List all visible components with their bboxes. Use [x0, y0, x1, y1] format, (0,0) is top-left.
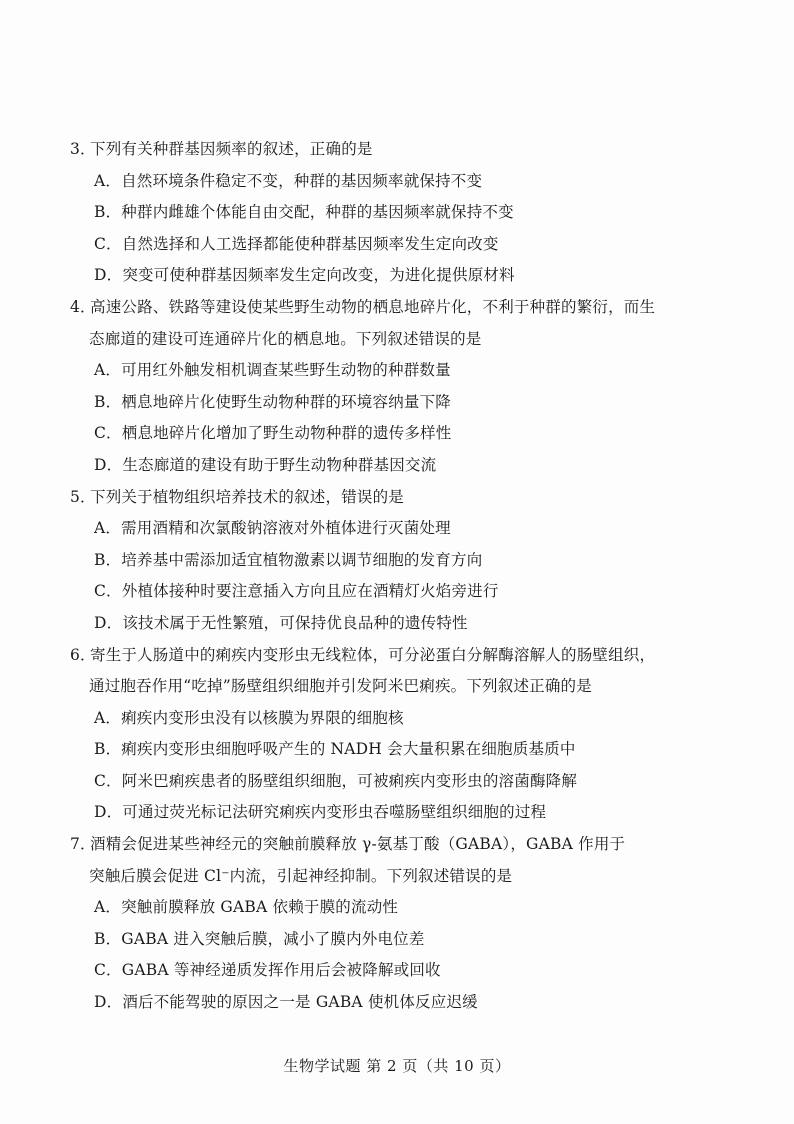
option-a: A．可用红外触发相机调查某些野生动物的种群数量 — [94, 361, 451, 380]
option-d: D．生态廊道的建设有助于野生动物种群基因交流 — [94, 455, 437, 474]
option-a: A．自然环境条件稳定不变，种群的基因频率就保持不变 — [94, 171, 483, 190]
option-b: B．栖息地碎片化使野生动物种群的环境容纳量下降 — [94, 392, 451, 411]
question-stem — [70, 292, 750, 324]
option-c: C．栖息地碎片化增加了野生动物种群的遗传多样性 — [94, 424, 452, 443]
option-d: D．该技术属于无性繁殖，可保持优良品种的遗传特性 — [94, 613, 468, 632]
question-stem — [70, 829, 750, 861]
option-d: D．突变可使种群基因频率发生定向改变，为进化提供原材料 — [94, 266, 515, 285]
option-d: D．可通过荧光标记法研究痢疾内变形虫吞噬肠壁组织细胞的过程 — [94, 803, 547, 822]
stem-text: 酒精会促进某些神经元的突触前膜释放 γ-氨基丁酸（GABA），GABA 作用于 — [90, 835, 626, 854]
stem-text: 下列有关种群基因频率的叙述，正确的是 — [90, 140, 373, 158]
option-b: B．培养基中需添加适宜植物激素以调节细胞的发育方向 — [94, 550, 483, 569]
question-list — [70, 134, 750, 1019]
option-d: D．酒后不能驾驶的原因之一是 GABA 使机体反应迟缓 — [94, 993, 478, 1012]
option-a: A．突触前膜释放 GABA 依赖于膜的流动性 — [94, 898, 399, 917]
stem-text-continued: 突触后膜会促进 Cl⁻内流，引起神经抑制。下列叙述错误的是 — [89, 866, 513, 885]
question-4 — [70, 292, 750, 482]
stem-text-continued: 态廊道的建设可连通碎片化的栖息地。下列叙述错误的是 — [89, 329, 482, 348]
option-c: C．自然选择和人工选择都能使种群基因频率发生定向改变 — [94, 234, 499, 253]
option-b: B．痢疾内变形虫细胞呼吸产生的 NADH 会大量积累在细胞质基质中 — [94, 740, 576, 759]
option-b: B．GABA 进入突触后膜，减小了膜内外电位差 — [94, 929, 425, 948]
question-number: 4． — [70, 297, 96, 316]
question-3 — [70, 134, 750, 292]
page-footer: 生物学试题 第 2 页（共 10 页） — [283, 1057, 511, 1075]
question-number: 6． — [70, 645, 96, 664]
stem-text: 下列关于植物组织培养技术的叙述，错误的是 — [90, 487, 405, 506]
question-7 — [70, 829, 750, 1019]
question-stem — [70, 134, 750, 166]
option-c: C．外植体接种时要注意插入方向且应在酒精灯火焰旁进行 — [94, 582, 499, 601]
option-a: A．痢疾内变形虫没有以核膜为界限的细胞核 — [94, 708, 404, 727]
option-b: B．种群内雌雄个体能自由交配，种群的基因频率就保持不变 — [94, 203, 514, 222]
question-stem — [70, 640, 750, 672]
question-number: 5． — [70, 487, 96, 506]
question-6 — [70, 640, 750, 830]
stem-text: 寄生于人肠道中的痢疾内变形虫无线粒体，可分泌蛋白分解酶溶解人的肠壁组织， — [90, 645, 656, 664]
stem-text-continued: 通过胞吞作用“吃掉”肠壁组织细胞并引发阿米巴痢疾。下列叙述正确的是 — [89, 677, 592, 696]
stem-text: 高速公路、铁路等建设使某些野生动物的栖息地碎片化，不利于种群的繁衍，而生 — [90, 297, 656, 316]
question-stem — [70, 482, 750, 514]
question-5 — [70, 482, 750, 640]
option-c: C．阿米巴痢疾患者的肠壁组织细胞，可被痢疾内变形虫的溶菌酶降解 — [94, 771, 578, 790]
option-c: C．GABA 等神经递质发挥作用后会被降解或回收 — [94, 961, 441, 980]
question-number: 7． — [70, 835, 96, 854]
option-a: A．需用酒精和次氯酸钠溶液对外植体进行灭菌处理 — [94, 519, 451, 538]
question-number: 3． — [70, 140, 96, 158]
